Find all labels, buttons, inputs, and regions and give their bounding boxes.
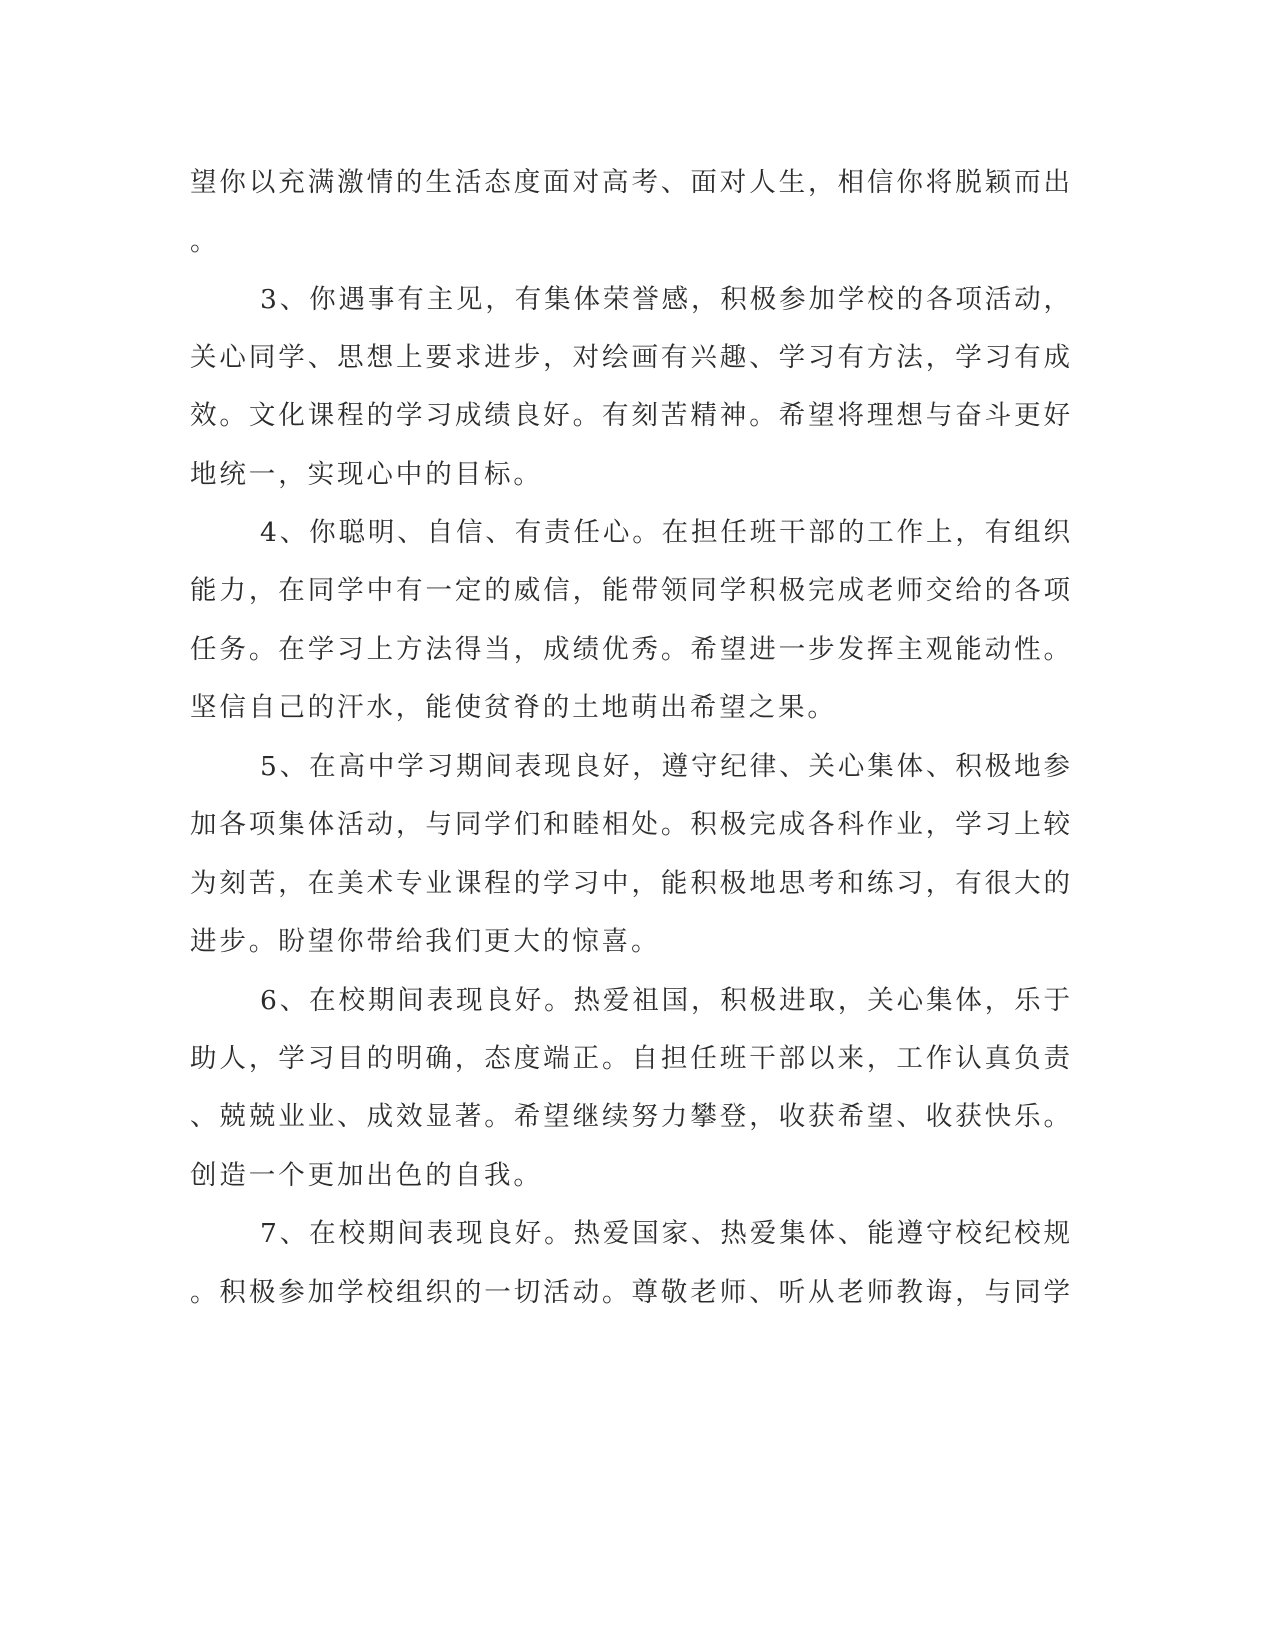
text-line: 创造一个更加出色的自我。 [190,1160,543,1191]
paragraph-3-line: 3、你遇事有主见，有集体荣誉感，积极参加学校的各项活动， [260,284,1070,315]
text-line: 。积极参加学校组织的一切活动。尊敬老师、听从老师教诲，与同学 [190,1277,1070,1308]
text-line: 助人，学习目的明确，态度端正。自担任班干部以来，工作认真负责 [190,1043,1070,1074]
paragraph-5-line: 5、在高中学习期间表现良好，遵守纪律、关心集体、积极地参 [260,751,1070,782]
text-line: 为刻苦，在美术专业课程的学习中，能积极地思考和练习，有很大的 [190,868,1070,899]
paragraph-6-line: 6、在校期间表现良好。热爱祖国，积极进取，关心集体，乐于 [260,985,1070,1016]
paragraph-7-line: 7、在校期间表现良好。热爱国家、热爱集体、能遵守校纪校规 [260,1218,1070,1249]
text-line: 能力，在同学中有一定的威信，能带领同学积极完成老师交给的各项 [190,575,1070,606]
text-line: 加各项集体活动，与同学们和睦相处。积极完成各科作业，学习上较 [190,809,1070,840]
paragraph-4-line: 4、你聪明、自信、有责任心。在担任班干部的工作上，有组织 [260,517,1070,548]
text-line: 坚信自己的汗水，能使贫脊的土地萌出希望之果。 [190,692,837,723]
text-line: 。 [190,226,220,257]
text-line: 任务。在学习上方法得当，成绩优秀。希望进一步发挥主观能动性。 [190,634,1070,665]
text-line: 地统一，实现心中的目标。 [190,459,543,490]
text-line: 、兢兢业业、成效显著。希望继续努力攀登，收获希望、收获快乐。 [190,1101,1070,1132]
text-line: 望你以充满激情的生活态度面对高考、面对人生，相信你将脱颖而出 [190,167,1070,198]
text-line: 关心同学、思想上要求进步，对绘画有兴趣、学习有方法，学习有成 [190,342,1070,373]
text-line: 效。文化课程的学习成绩良好。有刻苦精神。希望将理想与奋斗更好 [190,400,1070,431]
text-line: 进步。盼望你带给我们更大的惊喜。 [190,926,661,957]
